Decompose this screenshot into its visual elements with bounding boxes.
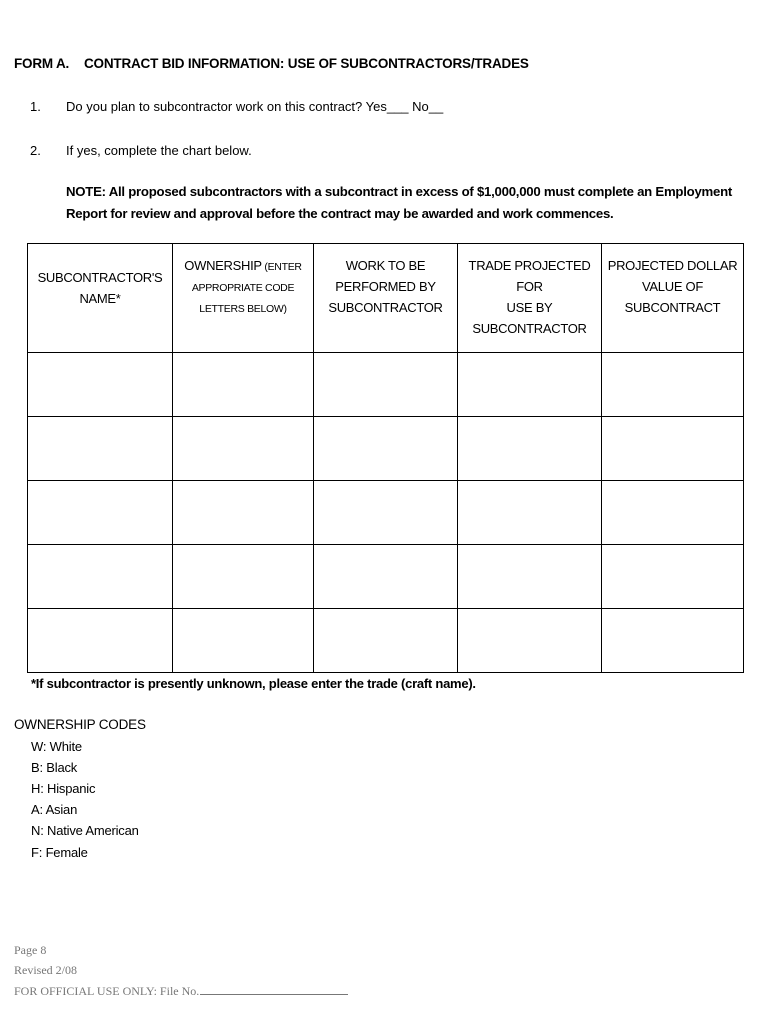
cell-trade-projected[interactable] [458, 545, 602, 609]
cell-ownership[interactable] [173, 353, 314, 417]
cell-subcontractor-name[interactable] [28, 481, 173, 545]
cell-trade-projected[interactable] [458, 417, 602, 481]
cell-ownership[interactable] [173, 609, 314, 673]
cell-subcontractor-name[interactable] [28, 353, 173, 417]
header-subcontractor-name: SUBCONTRACTOR'S NAME* [28, 244, 173, 353]
official-use-line [14, 983, 348, 999]
file-number-field[interactable] [200, 983, 348, 995]
cell-subcontractor-name[interactable] [28, 609, 173, 673]
form-label: FORM A. [14, 56, 70, 71]
table-row [28, 545, 744, 609]
header-ownership: OWNERSHIP (ENTER APPROPRIATE CODE LETTERS BELOW) [173, 244, 314, 353]
question-2-text: If yes, complete the chart below. [66, 143, 252, 158]
ownership-code-item: H: Hispanic [31, 781, 96, 796]
cell-ownership[interactable] [173, 545, 314, 609]
page-number: Page 8 [14, 943, 47, 957]
cell-projected-value[interactable] [602, 417, 744, 481]
official-use-label: FOR OFFICIAL USE ONLY: File No. [14, 984, 200, 998]
table-row [28, 353, 744, 417]
table-header-row [28, 244, 744, 353]
cell-trade-projected[interactable] [458, 353, 602, 417]
cell-work-performed[interactable] [314, 353, 458, 417]
unknown-subcontractor-footnote: *If subcontractor is presently unknown, please enter the trade (craft name). [31, 676, 476, 691]
cell-projected-value[interactable] [602, 609, 744, 673]
ownership-code-item: A: Asian [31, 802, 78, 817]
cell-trade-projected[interactable] [458, 481, 602, 545]
question-1-number: 1. [30, 99, 41, 114]
cell-trade-projected[interactable] [458, 609, 602, 673]
note-text: NOTE: All proposed subcontractors with a subcontract in excess of $1,000,000 must complete an Employment Report for review and approval before the contract may be awarded and work commences. [66, 184, 733, 221]
ownership-codes-title: OWNERSHIP CODES [14, 717, 146, 732]
cell-work-performed[interactable] [314, 609, 458, 673]
ownership-code-item: N: Native American [31, 823, 139, 838]
ownership-code-item: W: White [31, 739, 82, 754]
cell-projected-value[interactable] [602, 481, 744, 545]
header-trade-projected: TRADE PROJECTED FOR USE BY SUBCONTRACTOR [458, 244, 602, 353]
cell-ownership[interactable] [173, 417, 314, 481]
table-row [28, 481, 744, 545]
question-1-text: Do you plan to subcontractor work on this contract? Yes___ No__ [66, 99, 444, 114]
subcontractor-table [27, 243, 744, 673]
revision-date: Revised 2/08 [14, 963, 77, 977]
cell-ownership[interactable] [173, 481, 314, 545]
cell-work-performed[interactable] [314, 481, 458, 545]
question-2-number: 2. [30, 143, 41, 158]
cell-subcontractor-name[interactable] [28, 545, 173, 609]
cell-work-performed[interactable] [314, 417, 458, 481]
table-row [28, 609, 744, 673]
cell-work-performed[interactable] [314, 545, 458, 609]
form-title: CONTRACT BID INFORMATION: USE OF SUBCONTRACTORS/TRADES [84, 56, 529, 71]
header-work-performed: WORK TO BE PERFORMED BY SUBCONTRACTOR [314, 244, 458, 353]
cell-projected-value[interactable] [602, 545, 744, 609]
form-title-line [14, 56, 529, 71]
ownership-code-item: F: Female [31, 845, 88, 860]
cell-subcontractor-name[interactable] [28, 417, 173, 481]
ownership-code-item: B: Black [31, 760, 78, 775]
header-projected-value: PROJECTED DOLLAR VALUE OF SUBCONTRACT [602, 244, 744, 353]
table-row [28, 417, 744, 481]
cell-projected-value[interactable] [602, 353, 744, 417]
